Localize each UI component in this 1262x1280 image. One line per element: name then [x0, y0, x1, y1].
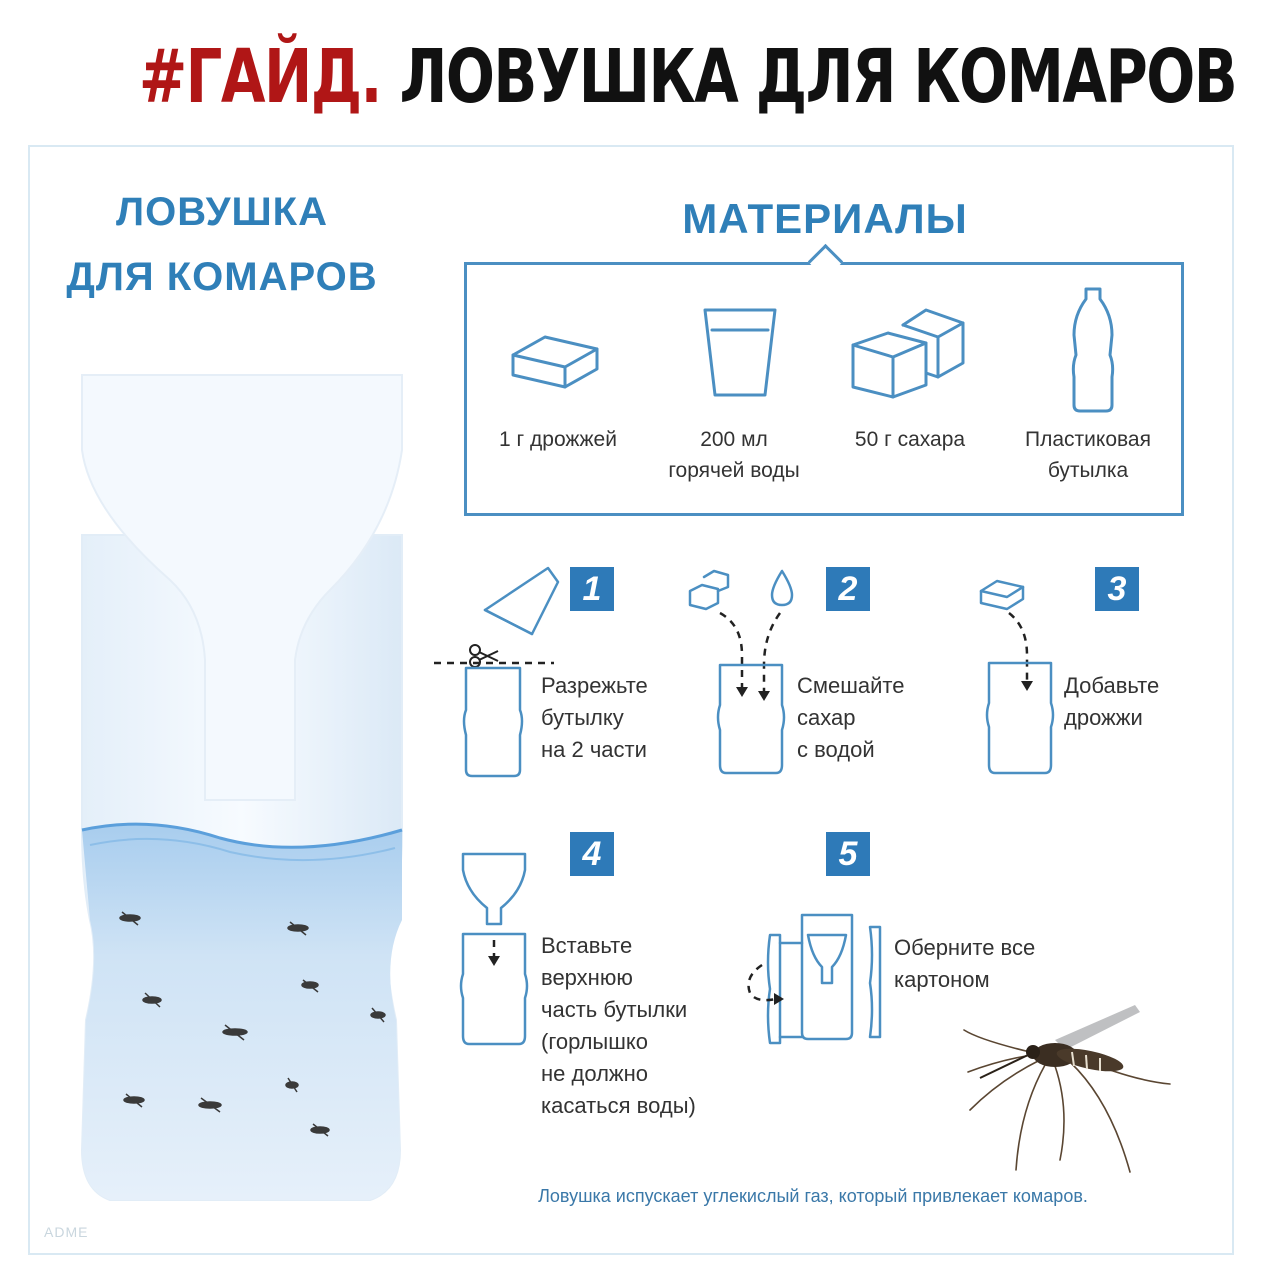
step2-line3: с водой: [797, 737, 875, 762]
step-number-1: 1: [570, 567, 614, 611]
step4-line5: не должно: [541, 1061, 649, 1086]
step-number-3: 3: [1095, 567, 1139, 611]
step2-mix-illustration: [684, 565, 804, 780]
side-title-line2: ДЛЯ КОМАРОВ: [66, 255, 378, 299]
material-bottle-line2: бутылка: [1047, 459, 1129, 482]
guide-hashtag: #ГАЙД.: [138, 34, 381, 120]
material-label-yeast: [458, 424, 658, 455]
step4-insert-top-illustration: [455, 850, 535, 1050]
sugar-cubes-icon: [848, 305, 973, 400]
step2-line2: сахар: [797, 705, 856, 730]
step-number-2: 2: [826, 567, 870, 611]
step2-line1: Смешайте: [797, 673, 905, 698]
step3-line2: дрожжи: [1064, 705, 1143, 730]
step3-text: [1064, 670, 1159, 734]
step4-line6: касаться воды): [541, 1093, 696, 1118]
yeast-block-icon: [505, 325, 605, 395]
mosquito-illustration: [960, 1000, 1200, 1180]
side-title-line1: ЛОВУШКА: [116, 190, 328, 234]
step3-line1: Добавьте: [1064, 673, 1160, 698]
step5-line1: Оберните все: [894, 935, 1036, 960]
step4-text: [541, 930, 696, 1122]
step-number-4: 4: [570, 832, 614, 876]
materials-title: МАТЕРИАЛЫ: [682, 195, 968, 242]
step4-line4: (горлышко: [541, 1029, 648, 1054]
plastic-bottle-icon: [1068, 285, 1118, 415]
material-label-bottle: [988, 424, 1188, 486]
material-yeast-line1: 1 г дрожжей: [499, 428, 617, 451]
step4-line3: часть бутылки: [541, 997, 688, 1022]
step1-line2: бутылку: [541, 705, 624, 730]
page-title: [138, 22, 1237, 132]
material-bottle-line1: Пластиковая: [1025, 428, 1151, 451]
sugar-cube-icon: [690, 571, 728, 609]
trap-bottle-illustration: [70, 360, 420, 1230]
title-text: ЛОВУШКА ДЛЯ КОМАРОВ: [399, 34, 1237, 120]
step-number-5: 5: [826, 832, 870, 876]
step5-text: [894, 932, 1035, 996]
step4-line1: Вставьте: [541, 933, 633, 958]
step5-line2: картоном: [894, 967, 990, 992]
step1-line1: Разрежьте: [541, 673, 648, 698]
material-water-line2: горячей воды: [668, 459, 800, 482]
water-drop-icon: [772, 571, 792, 605]
step3-add-yeast-illustration: [975, 565, 1065, 780]
step1-line3: на 2 части: [541, 737, 647, 762]
glass-icon: [700, 305, 780, 400]
material-sugar-line1: 50 г сахара: [854, 428, 966, 451]
step5-wrap-cardboard-illustration: [740, 905, 890, 1050]
yeast-block-icon: [981, 581, 1023, 609]
step4-line2: верхнюю: [541, 965, 633, 990]
step2-text: [797, 670, 905, 766]
watermark: ADME: [44, 1224, 89, 1240]
material-label-sugar: [810, 424, 1010, 455]
step1-text: [541, 670, 648, 766]
material-label-water: [634, 424, 834, 486]
footer-note: Ловушка испускает углекислый газ, который привлекает комаров.: [538, 1186, 1088, 1206]
material-water-line1: 200 мл: [700, 428, 768, 451]
